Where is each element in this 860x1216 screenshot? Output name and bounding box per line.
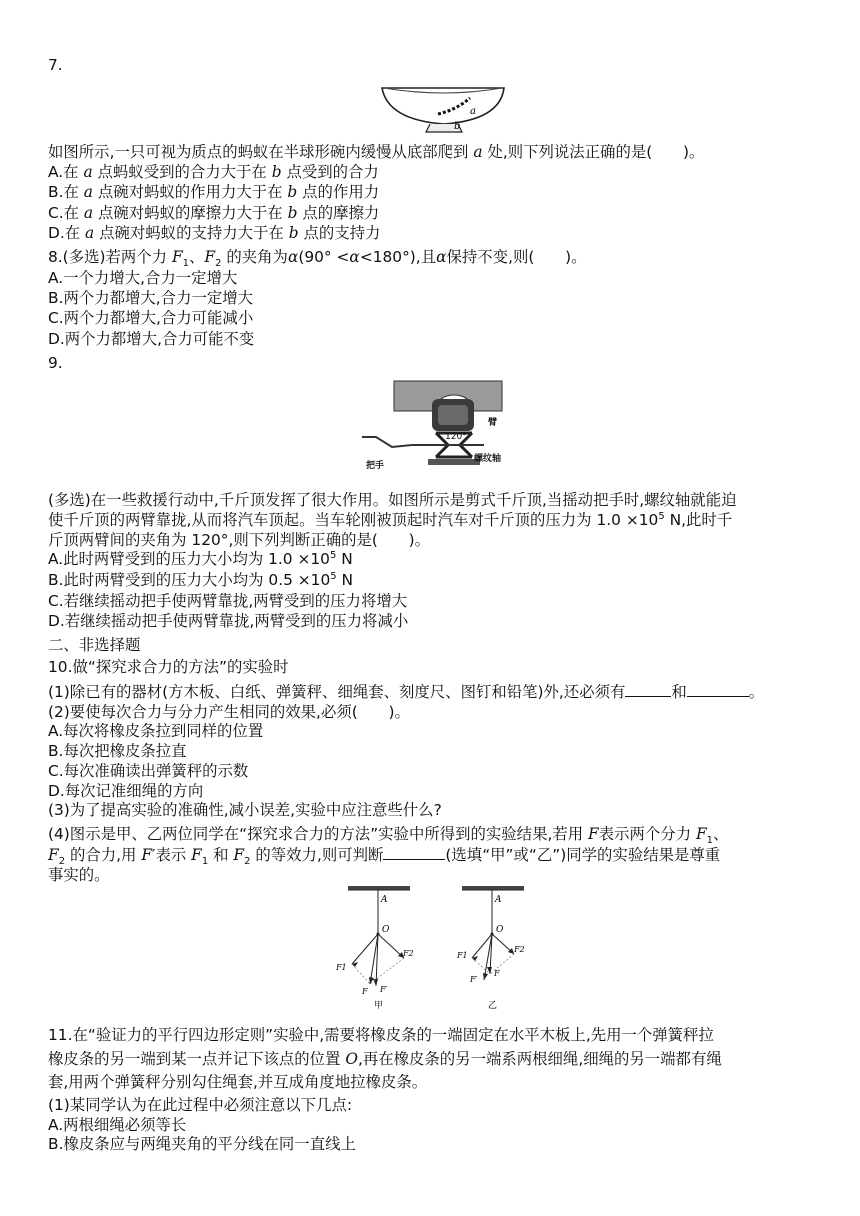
q10-option-b: B.每次把橡皮条拉直 (48, 742, 187, 760)
yi-label-o: O (496, 925, 504, 935)
jia-label-f2: F2 (403, 949, 414, 958)
q9-option-a: A.此时两臂受到的压力大小均为 $1.0 \times 10^5$ N (48, 549, 353, 568)
answer-blank-2[interactable] (687, 682, 749, 697)
jia-label-a: A (381, 895, 388, 905)
q7-option-d: D.在 a 点碗对蚂蚁的支持力大于在 b 点的支持力 (48, 224, 381, 242)
q11-line2: 橡皮条的另一端到某一点并记下该点的位置 O,再在橡皮条的另一端系两根细绳,细绳的另一端都有绳 (48, 1050, 722, 1068)
q9-stem-line1: (多选)在一些救援行动中,千斤顶发挥了很大作用。如图所示是剪式千斤顶,当摇动把手时,螺纹轴就能迫 (48, 491, 737, 509)
q9-option-b: B.此时两臂受到的压力大小均为 $0.5 \times 10^5$ N (48, 570, 354, 589)
q8-stem: 8.(多选)若两个力 $F_1$、$F_2$ 的夹角为α(90° <α<180°),且α保持不变,则( )。 (48, 248, 587, 270)
yi-label-a: A (495, 895, 502, 905)
q9-number: 9. (48, 354, 63, 372)
q11-part1: (1)某同学认为在此过程中必须注意以下几点: (48, 1096, 353, 1114)
q11-option-a: A.两根细绳必须等长 (48, 1116, 187, 1134)
section-heading: 二、非选择题 (48, 636, 141, 654)
jack-handle-label: 把手 (366, 461, 385, 471)
answer-blank-3[interactable] (383, 845, 445, 860)
bowl-figure (378, 80, 508, 136)
jack-arm-label: 臂 (488, 418, 498, 428)
yi-label-f1: F1 (457, 951, 468, 960)
bowl-label-b: b (454, 121, 461, 132)
q10-part4-line2: $F_2$ 的合力,用 F′表示 $F_1$ 和 $F_2$ 的等效力,则可判断 (选填“甲”或“乙”)同学的实验结果是尊重 (48, 846, 721, 868)
yi-label-f: F (494, 969, 500, 978)
jia-label-fprime: F′ (380, 985, 388, 994)
q10-part4-line3: 事实的。 (48, 866, 110, 884)
jia-label-f: F (362, 987, 368, 996)
car-jack-figure (352, 381, 504, 473)
jia-caption: 甲 (374, 1001, 384, 1011)
q10-title: 10.做“探究求合力的方法”的实验时 (48, 658, 289, 676)
jack-angle-label: 120° (445, 432, 467, 442)
yi-label-f2: F2 (514, 945, 525, 954)
q9-stem-line2: 使千斤顶的两臂靠拢,从而将汽车顶起。当车轮刚被顶起时汽车对千斤顶的压力为 $1.0 \times 10^5$ N,此时千 (48, 510, 733, 529)
q10-part4-line1: (4)图示是甲、乙两位同学在“探究求合力的方法”实验中所得到的实验结果,若用 F表示两个分力 $F_1$、 (48, 825, 729, 847)
q10-part3: (3)为了提高实验的准确性,减小误差,实验中应注意些什么? (48, 801, 442, 819)
q8-option-d: D.两个力都增大,合力可能不变 (48, 330, 255, 348)
jia-label-o: O (382, 925, 390, 935)
answer-blank-1[interactable] (625, 682, 671, 697)
q9-option-d: D.若继续摇动把手使两臂靠拢,两臂受到的压力将减小 (48, 612, 409, 630)
jia-label-f1: F1 (336, 963, 347, 972)
q11-option-b: B.橡皮条应与两绳夹角的平分线在同一直线上 (48, 1135, 356, 1153)
q8-option-c: C.两个力都增大,合力可能减小 (48, 309, 254, 327)
q11-line1: 11.在“验证力的平行四边形定则”实验中,需要将橡皮条的一端固定在水平木板上,先用一个弹簧秤拉 (48, 1026, 714, 1044)
q10-part1: (1)除已有的器材(方木板、白纸、弹簧秤、细绳套、刻度尺、图钉和铅笔)外,还必须有 和 。 (48, 683, 765, 701)
q7-option-c: C.在 a 点碗对蚂蚁的摩擦力大于在 b 点的摩擦力 (48, 204, 380, 222)
q11-line3: 套,用两个弹簧秤分别勾住绳套,并互成角度地拉橡皮条。 (48, 1073, 428, 1091)
bowl-label-a: a (470, 106, 476, 117)
q10-part2: (2)要使每次合力与分力产生相同的效果,必须( )。 (48, 703, 410, 721)
force-diagram-jia (336, 882, 420, 1014)
q9-stem-line3: 斤顶两臂间的夹角为 120°,则下列判断正确的是( )。 (48, 531, 431, 549)
yi-label-fprime: F′ (470, 975, 478, 984)
q7-option-b: B.在 a 点碗对蚂蚁的作用力大于在 b 点的作用力 (48, 183, 380, 201)
q8-option-a: A.一个力增大,合力一定增大 (48, 269, 238, 287)
jack-screw-label: 螺纹轴 (474, 454, 502, 464)
force-diagram-yi (456, 882, 536, 1014)
q7-stem: 如图所示,一只可视为质点的蚂蚁在半球形碗内缓慢从底部爬到 a 处,则下列说法正确的是( )。 (48, 143, 705, 161)
q8-option-b: B.两个力都增大,合力一定增大 (48, 289, 254, 307)
q10-option-a: A.每次将橡皮条拉到同样的位置 (48, 722, 264, 740)
q7-number: 7. (48, 56, 63, 74)
yi-caption: 乙 (488, 1001, 498, 1011)
q7-option-a: A.在 a 点蚂蚁受到的合力大于在 b 点受到的合力 (48, 163, 379, 181)
q10-option-c: C.每次准确读出弹簧秤的示数 (48, 762, 249, 780)
q9-option-c: C.若继续摇动把手使两臂靠拢,两臂受到的压力将增大 (48, 592, 408, 610)
q10-option-d: D.每次记准细绳的方向 (48, 782, 204, 800)
